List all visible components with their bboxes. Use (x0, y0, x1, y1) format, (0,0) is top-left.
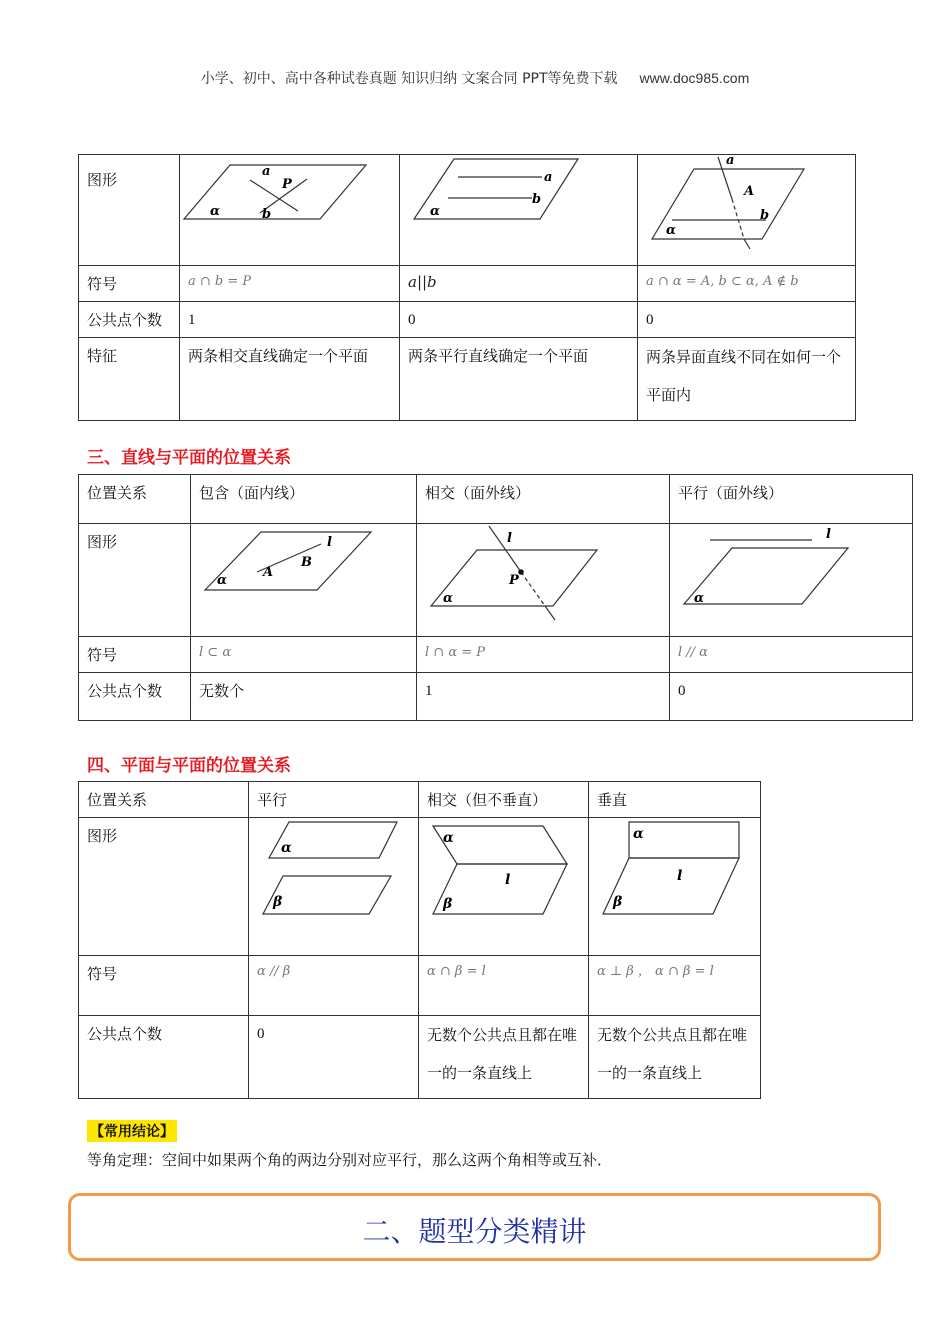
figure-line-intersects-plane (417, 524, 670, 637)
fig-label: A (263, 565, 274, 580)
header-site: www.doc985.com (639, 70, 750, 86)
fig-label: α (694, 591, 705, 606)
figure-parallel-lines (400, 155, 638, 266)
symbol-skew: a ∩ α = A, b ⊂ α, A ∉ b (638, 266, 856, 302)
count-contained: 无数个 (191, 673, 417, 721)
fig-label: β (613, 894, 623, 910)
row-label-count: 公共点个数 (79, 302, 180, 338)
row-label-symbol: 符号 (79, 637, 191, 673)
figure-line-in-plane (191, 524, 417, 637)
fig-label: P (282, 177, 292, 192)
header-perpendicular: 垂直 (589, 782, 761, 818)
figure-skew-lines (638, 155, 856, 266)
conclusion-tag: 【常用结论】 (87, 1120, 177, 1142)
fig-label: P (509, 573, 519, 588)
fig-label: α (443, 591, 454, 606)
section-banner (68, 1193, 881, 1261)
row-label-count: 公共点个数 (79, 673, 191, 721)
symbol-intersect: l ∩ α = P (417, 637, 670, 673)
figure-intersecting-planes (419, 818, 589, 956)
row-label-relation: 位置关系 (79, 782, 249, 818)
fig-label: l (826, 527, 831, 542)
header-parallel: 平行 (249, 782, 419, 818)
header-intersect: 相交（面外线） (417, 475, 670, 524)
fig-label: l (677, 868, 683, 884)
fig-label: α (217, 573, 228, 588)
fig-label: l (507, 531, 512, 546)
fig-label: b (760, 208, 770, 223)
symbol-perpendicular: α ⊥ β ， α ∩ β = l (589, 956, 761, 1016)
count-parallel: 0 (670, 673, 913, 721)
count-intersecting: 1 (180, 302, 400, 338)
fig-label: α (281, 840, 292, 856)
fig-label: β (273, 894, 283, 910)
figure-parallel-planes (249, 818, 419, 956)
line-line-table (78, 154, 856, 421)
fig-label: a (544, 170, 553, 185)
section-3-title: 三、直线与平面的位置关系 (87, 448, 291, 468)
figure-intersecting-lines (180, 155, 400, 266)
banner-title: 二、题型分类精讲 (362, 1215, 587, 1248)
fig-label: a (262, 164, 271, 179)
symbol-parallel: α // β (249, 956, 419, 1016)
count-skew: 0 (638, 302, 856, 338)
row-label-symbol: 符号 (79, 266, 180, 302)
fig-label: A (744, 184, 755, 199)
count-intersect: 无数个公共点且都在唯一的一条直线上 (419, 1016, 589, 1099)
row-label-symbol: 符号 (79, 956, 249, 1016)
conclusion-text: 等角定理：空间中如果两个角的两边分别对应平行，那么这两个角相等或互补． (87, 1151, 613, 1169)
count-perpendicular: 无数个公共点且都在唯一的一条直线上 (589, 1016, 761, 1099)
header-intersect: 相交（但不垂直） (419, 782, 589, 818)
fig-label: b (532, 192, 542, 207)
fig-label: a (726, 155, 735, 168)
symbol-parallel: a||b (400, 266, 638, 302)
fig-label: α (430, 204, 441, 219)
count-parallel: 0 (249, 1016, 419, 1099)
symbol-intersect: α ∩ β = l (419, 956, 589, 1016)
row-label-count: 公共点个数 (79, 1016, 249, 1099)
count-intersect: 1 (417, 673, 670, 721)
fig-label: B (301, 555, 312, 570)
line-plane-table (78, 474, 913, 721)
fig-label: l (327, 535, 332, 550)
plane-plane-table (78, 781, 761, 1099)
symbol-intersecting: a ∩ b = P (180, 266, 400, 302)
row-label-relation: 位置关系 (79, 475, 191, 524)
feature-skew: 两条异面直线不同在如何一个平面内 (638, 338, 856, 421)
fig-label: α (443, 830, 454, 846)
header-contained: 包含（面内线） (191, 475, 417, 524)
count-parallel: 0 (400, 302, 638, 338)
feature-intersecting: 两条相交直线确定一个平面 (180, 338, 400, 421)
figure-line-parallel-plane (670, 524, 913, 637)
row-label-figure: 图形 (79, 155, 180, 266)
row-label-figure: 图形 (79, 818, 249, 956)
row-label-figure: 图形 (79, 524, 191, 637)
symbol-contained: l ⊂ α (191, 637, 417, 673)
fig-label: b (262, 207, 272, 222)
header-parallel: 平行（面外线） (670, 475, 913, 524)
feature-parallel: 两条平行直线确定一个平面 (400, 338, 638, 421)
fig-label: α (666, 223, 677, 238)
figure-perpendicular-planes (589, 818, 761, 956)
row-label-feature: 特征 (79, 338, 180, 421)
fig-label: β (443, 896, 453, 912)
symbol-parallel: l // α (670, 637, 913, 673)
header-text: 小学、初中、高中各种试卷真题 知识归纳 文案合同 PPT等免费下载 (200, 71, 618, 87)
fig-label: l (505, 872, 511, 888)
fig-label: α (210, 204, 221, 219)
fig-label: α (633, 826, 644, 842)
page-header (0, 68, 950, 88)
section-4-title: 四、平面与平面的位置关系 (87, 756, 291, 776)
